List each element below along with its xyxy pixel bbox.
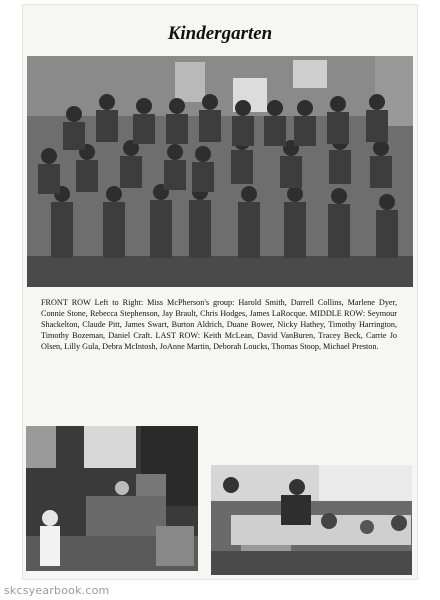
site-watermark: skcsyearbook.com [4,584,110,597]
classroom-photo-left [26,426,198,571]
photo-caption: FRONT ROW Left to Right: Miss McPherson's group: Harold Smith, Darrell Collins, Marlene Dyer, Connie Stone, Rebecca Stephenson, Jay Brault, Chris Hodges, James LaRocque. MIDDLE ROW: Seymour Shackelton, Claude Pitt, James Swart, Burton Aldrich, Duane Bower, Nicky Hathey, Timothy Harrington, Timothy Bozeman, Daniel Craft. LAST ROW: Keith McLean, David VanBuren, Tracey Beck, Carrie Jo Olsen, Lilly Gula, Debra McIntosh, JoAnne Martin, Deborah Loucks, Thomas Stoop, Michael Preston. [41,298,397,351]
page-title: Kindergarten [167,23,273,44]
class-group-photo [27,56,413,287]
classroom-photo-right [211,465,412,575]
yearbook-page [22,4,418,580]
